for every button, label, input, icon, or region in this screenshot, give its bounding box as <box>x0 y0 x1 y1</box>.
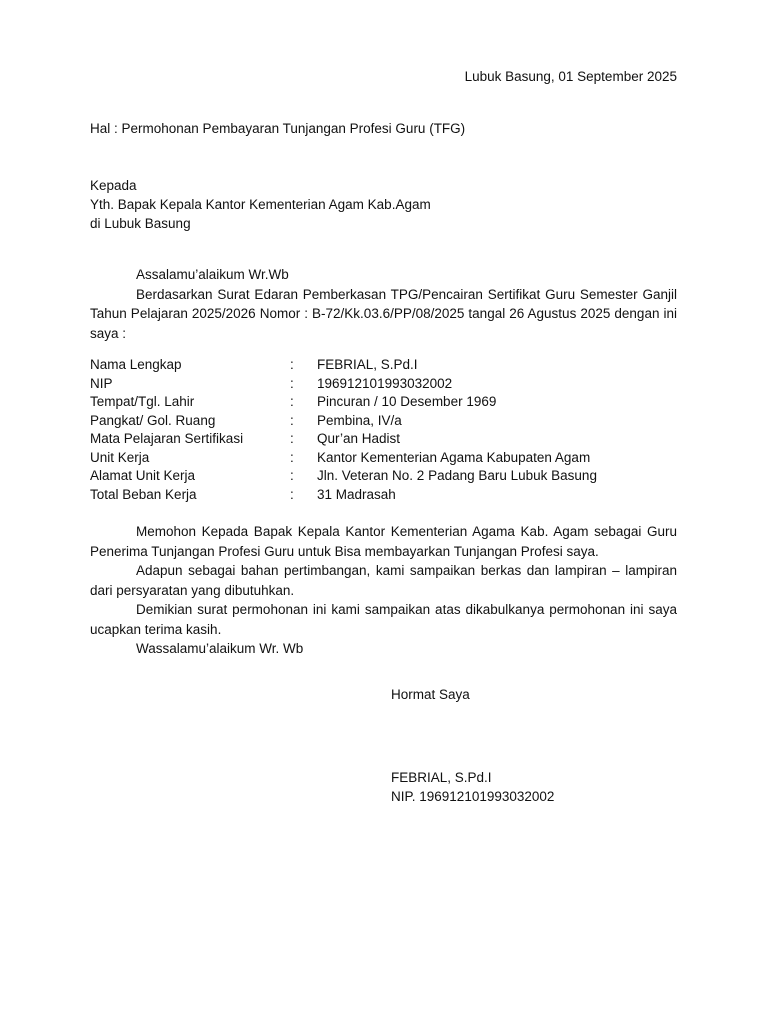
field-row <box>90 468 677 487</box>
field-label: Mata Pelajaran Sertifikasi <box>90 431 244 446</box>
field-row <box>90 431 677 450</box>
field-colon: : <box>290 468 294 483</box>
identity-fields <box>90 357 677 505</box>
recipient-name: Yth. Bapak Kepala Kantor Kementerian Agam Kab.Agam <box>90 197 431 212</box>
field-colon: : <box>290 431 294 446</box>
field-row <box>90 376 677 395</box>
recipient-block <box>90 176 431 233</box>
field-label: Pangkat/ Gol. Ruang <box>90 412 216 428</box>
field-label: NIP <box>90 375 113 391</box>
field-row <box>90 357 677 376</box>
field-value: FEBRIAL, S.Pd.I <box>317 357 418 372</box>
field-label: Tempat/Tgl. Lahir <box>90 394 195 409</box>
field-row <box>90 394 677 413</box>
subject-line: Hal : Permohonan Pembayaran Tunjangan Profesi Guru (TFG) <box>90 121 466 136</box>
field-label: Nama Lengkap <box>90 357 182 372</box>
recipient-location: di Lubuk Basung <box>90 216 191 231</box>
field-value: Jln. Veteran No. 2 Padang Baru Lubuk Basung <box>317 468 597 483</box>
closing-greeting: Wassalamu’alaikum Wr. Wb <box>136 641 304 656</box>
field-value: Qur’an Hadist <box>317 431 401 446</box>
intro-paragraph: Berdasarkan Surat Edaran Pemberkasan TPG/Pencairan Sertifikat Guru Semester Ganjil Tahun Pelajaran 2025/2026 Nomor : B-72/Kk.03.6/PP/08/2025 tangal 26 Agustus 2025 dengan ini saya : <box>90 286 677 341</box>
signer-nip: NIP. 196912101993032002 <box>391 789 555 804</box>
field-colon: : <box>290 394 294 409</box>
body-block <box>90 522 677 659</box>
field-colon: : <box>290 357 294 372</box>
recipient-kepada: Kepada <box>90 178 137 193</box>
field-colon: : <box>290 375 294 391</box>
signature-block <box>391 768 554 806</box>
field-label: Unit Kerja <box>90 449 150 465</box>
field-row <box>90 487 677 506</box>
greeting: Assalamu’alaikum Wr.Wb <box>136 267 289 282</box>
field-row <box>90 413 677 432</box>
field-value: Kantor Kementerian Agama Kabupaten Agam <box>317 449 591 465</box>
closing-paragraph: Demikian surat permohonan ini kami sampaikan atas dikabulkanya permohonan ini saya ucapkan terima kasih. <box>90 602 677 637</box>
field-value: Pembina, IV/a <box>317 412 402 428</box>
field-colon: : <box>290 412 294 428</box>
field-label: Alamat Unit Kerja <box>90 468 196 483</box>
field-label: Total Beban Kerja <box>90 486 197 502</box>
field-colon: : <box>290 486 294 502</box>
field-value: Pincuran / 10 Desember 1969 <box>317 394 497 409</box>
signoff: Hormat Saya <box>391 687 470 702</box>
field-row <box>90 450 677 469</box>
field-value: 196912101993032002 <box>317 375 453 391</box>
attachment-paragraph: Adapun sebagai bahan pertimbangan, kami sampaikan berkas dan lampiran – lampiran dari persyaratan yang dibutuhkan. <box>90 563 677 598</box>
field-colon: : <box>290 449 294 465</box>
place-date: Lubuk Basung, 01 September 2025 <box>464 69 677 84</box>
request-paragraph: Memohon Kepada Bapak Kepala Kantor Kementerian Agama Kab. Agam sebagai Guru Penerima Tunjangan Profesi Guru untuk Bisa membayarkan Tunjangan Profesi saya. <box>90 524 677 559</box>
opening-block <box>90 265 677 343</box>
signer-name: FEBRIAL, S.Pd.I <box>391 770 492 785</box>
field-value: 31 Madrasah <box>317 486 396 502</box>
